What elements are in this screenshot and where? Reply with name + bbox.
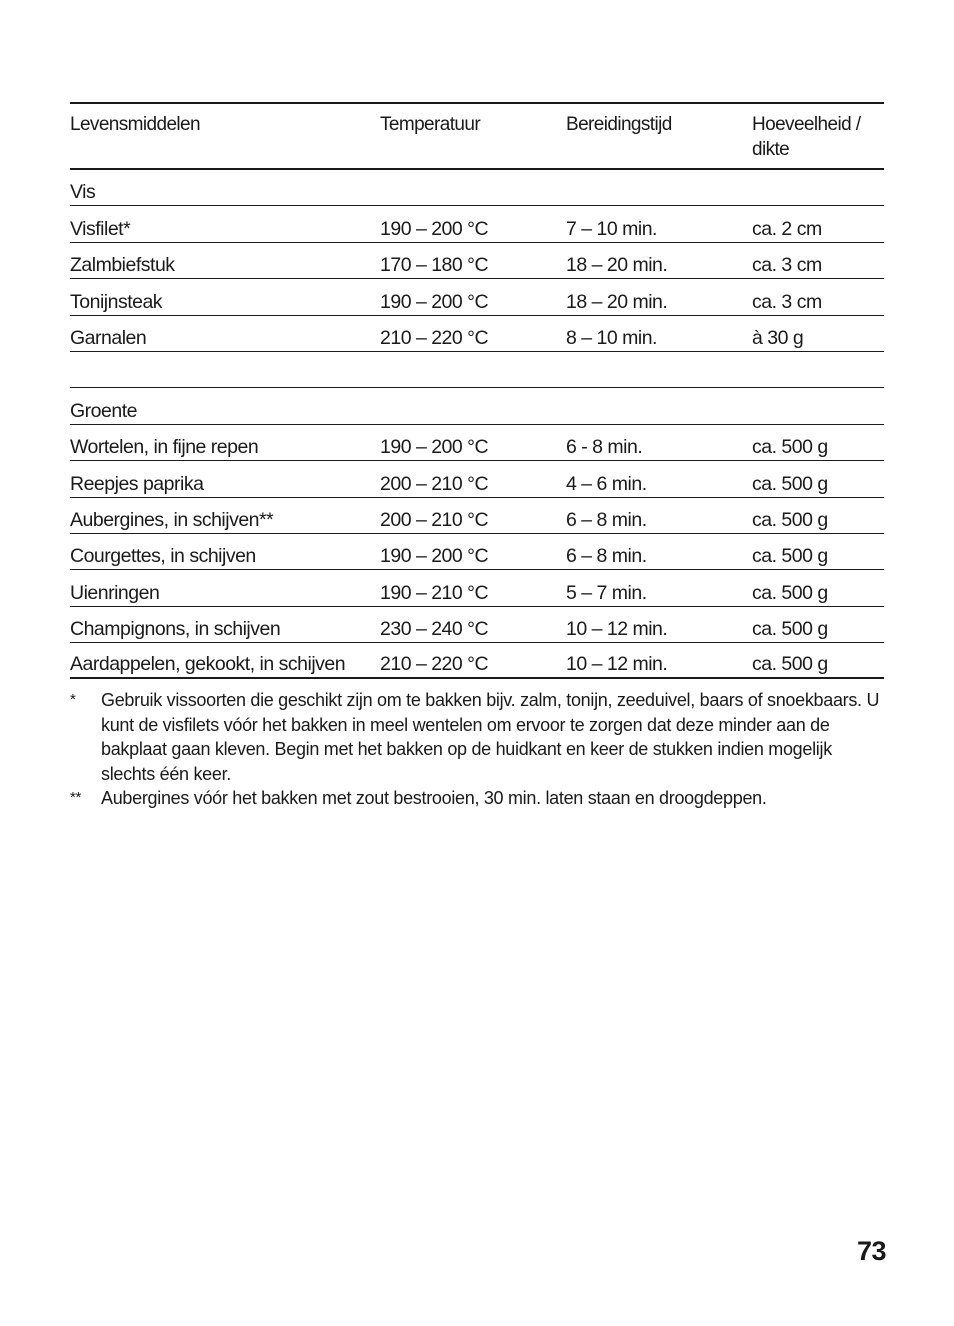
cell-food: Courgettes, in schijven <box>70 545 256 568</box>
cell-temperature: 210 – 220 °C <box>380 326 489 349</box>
table-row <box>70 570 884 606</box>
cell-food: Zalmbiefstuk <box>70 254 175 277</box>
table-row <box>70 279 884 315</box>
cell-food: Tonijnsteak <box>70 290 163 313</box>
table-row <box>70 425 884 461</box>
cell-food: Wortelen, in fijne repen <box>70 436 259 459</box>
cooking-table <box>70 102 884 679</box>
header-quantity: Hoeveelheid / dikte <box>752 114 861 160</box>
cell-time: 5 – 7 min. <box>566 581 647 604</box>
cell-temperature: 190 – 200 °C <box>380 217 489 240</box>
cell-time: 4 – 6 min. <box>566 472 647 495</box>
cell-temperature: 190 – 210 °C <box>380 581 489 604</box>
cell-quantity: ca. 2 cm <box>752 217 822 240</box>
cell-time: 10 – 12 min. <box>566 618 668 641</box>
cell-food: Aardappelen, gekookt, in schijven <box>70 653 346 676</box>
footnotes <box>70 688 890 811</box>
cell-temperature: 230 – 240 °C <box>380 618 489 641</box>
footnote <box>70 688 890 786</box>
cell-time: 6 - 8 min. <box>566 436 643 459</box>
cell-time: 6 – 8 min. <box>566 508 647 531</box>
cell-food: Visfilet* <box>70 217 131 240</box>
cell-quantity: ca. 500 g <box>752 508 828 531</box>
cell-temperature: 200 – 210 °C <box>380 472 489 495</box>
cell-temperature: 190 – 200 °C <box>380 290 489 313</box>
header-temperature: Temperatuur <box>380 114 481 135</box>
cell-food: Aubergines, in schijven** <box>70 508 274 531</box>
table-header <box>70 104 884 170</box>
cell-temperature: 170 – 180 °C <box>380 254 489 277</box>
cell-time: 10 – 12 min. <box>566 653 668 676</box>
footnote-mark: ** <box>70 789 82 806</box>
page-number: 73 <box>856 1236 886 1266</box>
cell-quantity: ca. 500 g <box>752 618 828 641</box>
table-row <box>70 243 884 279</box>
table-row <box>70 206 884 242</box>
cell-temperature: 210 – 220 °C <box>380 653 489 676</box>
section-spacer <box>70 352 884 388</box>
section-title-groente: Groente <box>70 388 884 424</box>
footnote-text: Aubergines vóór het bakken met zout bestrooien, 30 min. laten staan en droogdeppen. <box>101 788 767 808</box>
cell-food: Champignons, in schijven <box>70 618 281 641</box>
cell-time: 18 – 20 min. <box>566 254 668 277</box>
cell-time: 6 – 8 min. <box>566 545 647 568</box>
cell-temperature: 190 – 200 °C <box>380 545 489 568</box>
cell-quantity: ca. 3 cm <box>752 254 822 277</box>
header-food: Levensmiddelen <box>70 114 200 135</box>
cell-quantity: ca. 500 g <box>752 653 828 676</box>
section-title-vis: Vis <box>70 170 884 206</box>
cell-quantity: à 30 g <box>752 326 804 349</box>
cell-quantity: ca. 500 g <box>752 436 828 459</box>
table-row <box>70 534 884 570</box>
cell-temperature: 190 – 200 °C <box>380 436 489 459</box>
footnote-text: Gebruik vissoorten die geschikt zijn om te bakken bijv. zalm, tonijn, zeeduivel, baars of snoekbaars. U kunt de visfilets vóór het bakken in meel wentelen om ervoor te zorgen dat deze minder aan de bakplaat gaan kleven. Begin met het bakken op de huidkant en keer de stukken indien mogelijk slechts één keer. <box>101 690 880 784</box>
cell-food: Reepjes paprika <box>70 472 204 495</box>
cell-time: 7 – 10 min. <box>566 217 657 240</box>
table-row <box>70 316 884 352</box>
cell-quantity: ca. 500 g <box>752 545 828 568</box>
header-time: Bereidingstijd <box>566 114 672 135</box>
footnote <box>70 786 890 811</box>
footnote-mark: * <box>70 691 76 708</box>
table-row <box>70 643 884 679</box>
cell-temperature: 200 – 210 °C <box>380 508 489 531</box>
table-row <box>70 498 884 534</box>
cell-quantity: ca. 500 g <box>752 581 828 604</box>
cell-food: Uienringen <box>70 581 160 604</box>
table-row <box>70 607 884 643</box>
cell-quantity: ca. 3 cm <box>752 290 822 313</box>
cell-time: 8 – 10 min. <box>566 326 657 349</box>
table-row <box>70 461 884 497</box>
cell-quantity: ca. 500 g <box>752 472 828 495</box>
cell-time: 18 – 20 min. <box>566 290 668 313</box>
cell-food: Garnalen <box>70 326 147 349</box>
